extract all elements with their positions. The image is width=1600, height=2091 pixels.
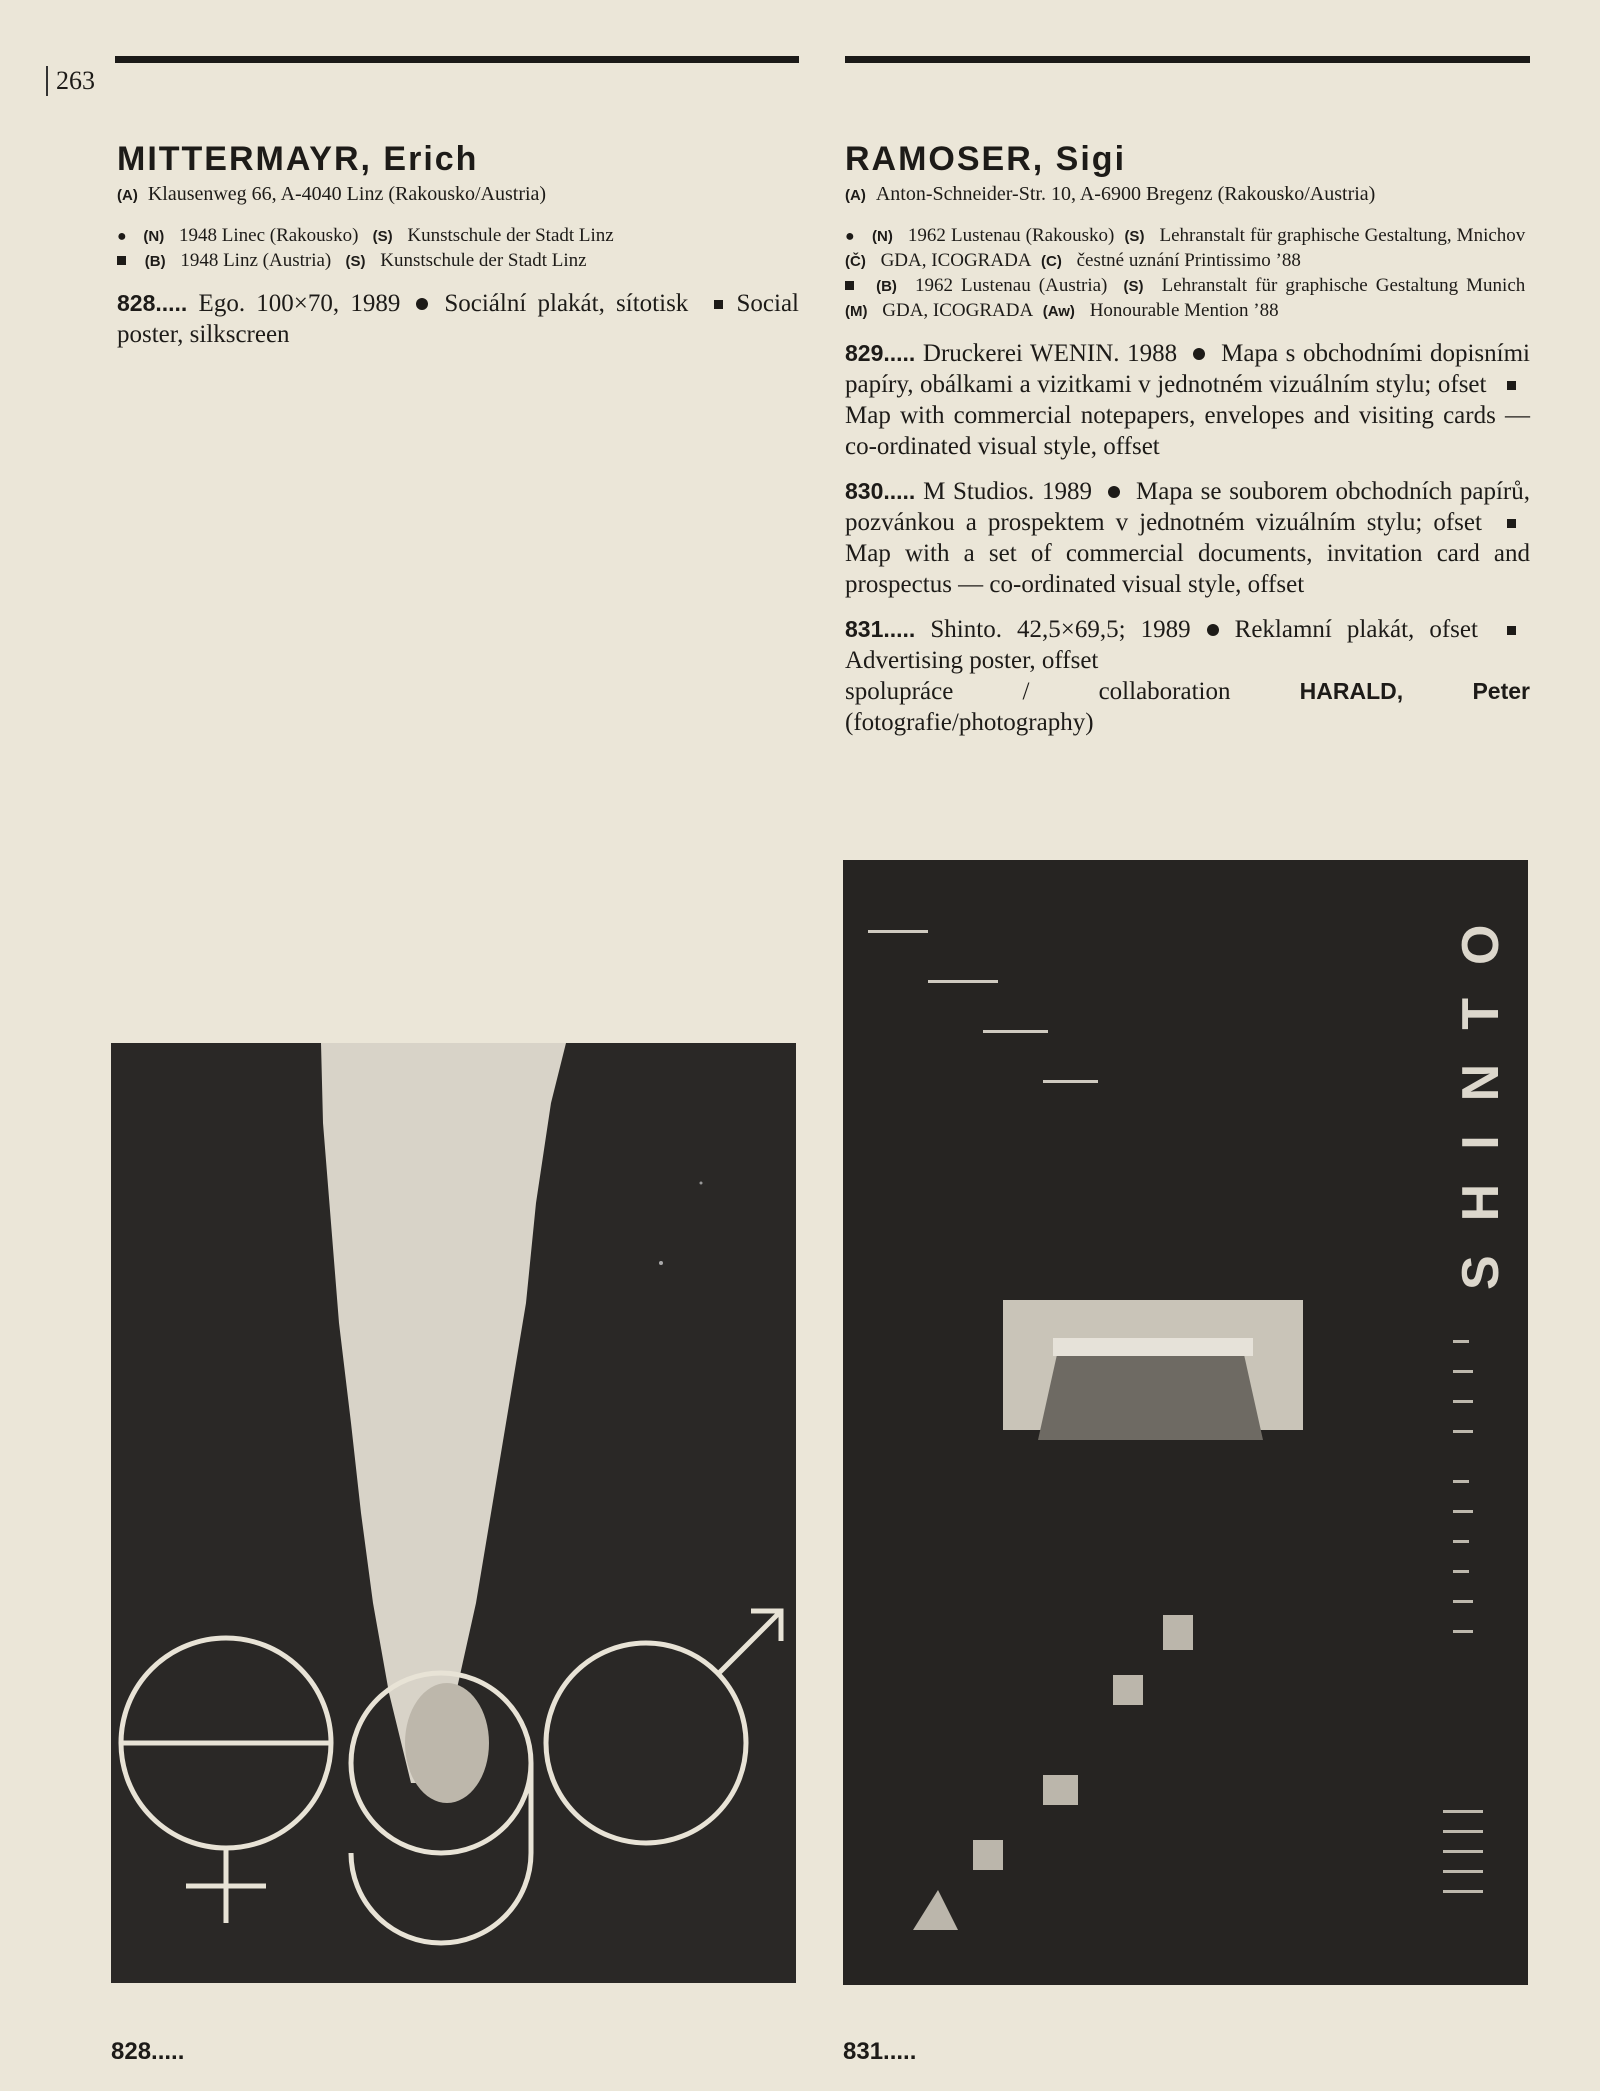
- hero-photo-object: [1038, 1350, 1263, 1440]
- square-icon: [714, 300, 723, 309]
- address-text: Anton-Schneider-Str. 10, A-6900 Bregenz (Rakousko/Austria): [875, 183, 1376, 205]
- tag-s: (S): [372, 228, 393, 245]
- collab-name: HARALD, Peter: [1299, 678, 1530, 704]
- tag-a: (A): [845, 187, 866, 204]
- tag-a: (A): [117, 187, 138, 204]
- tag-s-en: (S): [1123, 278, 1144, 295]
- award-en: Honourable Mention ’88: [1089, 300, 1279, 321]
- tag-s-en: (S): [345, 253, 366, 270]
- entry-title: Druckerei WENIN. 1988: [922, 340, 1178, 367]
- entry-desc-en: Advertising poster, offset: [845, 647, 1099, 674]
- entry-828: [117, 288, 799, 350]
- right-top-rule: [845, 56, 1530, 63]
- born-cz: 1962 Lustenau (Rakousko): [907, 225, 1115, 246]
- ego-poster: [111, 1043, 796, 1983]
- award-cz: čestné uznání Printissimo ’88: [1076, 250, 1301, 271]
- page-number: 263: [46, 66, 95, 96]
- entry-desc-cz: Mapa se souborem obchodních papírů, pozvánkou a prospektem v jednotném vizuálním stylu; ofset: [845, 478, 1530, 536]
- right-column: [845, 140, 1530, 752]
- square-icon: [117, 256, 126, 265]
- entry-title: Ego. 100×70, 1989: [198, 290, 401, 317]
- step-images: [913, 1615, 1193, 1930]
- entry-desc-en: Map with a set of commercial documents, invitation card and prospectus — co-ordinated visual style, offset: [845, 540, 1530, 598]
- entry-desc-en: Social poster, silkscreen: [117, 290, 800, 348]
- left-top-rule: [115, 56, 799, 63]
- born-cz: 1948 Linec (Rakousko): [179, 225, 359, 246]
- collab-suffix: (fotografie/photography): [845, 709, 1094, 736]
- entry-831: [845, 614, 1530, 738]
- caption-831: 831.....: [843, 2038, 917, 2065]
- caption-828: 828.....: [111, 2038, 185, 2065]
- tag-n: (N): [143, 228, 165, 245]
- tag-c2: (C): [1041, 253, 1062, 270]
- artist-address: [845, 183, 1530, 206]
- dot-icon: [1108, 486, 1120, 498]
- tag-s: (S): [1124, 228, 1145, 245]
- member-cz: GDA, ICOGRADA: [880, 250, 1032, 271]
- school-en: Kunstschule der Stadt Linz: [380, 250, 587, 271]
- entry-title: Shinto. 42,5×69,5; 1989: [930, 616, 1191, 643]
- square-icon: [1507, 519, 1516, 528]
- entry-number: 828.....: [117, 290, 188, 316]
- vertical-text-column: [1443, 1340, 1483, 1893]
- left-column: [117, 140, 799, 364]
- star-dot: [659, 1261, 663, 1265]
- tag-b: (B): [144, 253, 166, 270]
- entry-desc-cz: Reklamní plakát, ofset: [1234, 616, 1478, 643]
- dot-icon: [416, 298, 428, 310]
- artist-name: MITTERMAYR, Erich: [117, 140, 479, 178]
- ego-poster-graphic: [111, 1043, 796, 1983]
- face-photo: [405, 1683, 489, 1803]
- dot-icon: [1193, 348, 1205, 360]
- artist-address: [117, 183, 799, 206]
- square-icon: [1507, 626, 1516, 635]
- entry-desc-en: Map with commercial notepapers, envelopes and visiting cards — co-ordinated visual style, offset: [845, 402, 1530, 460]
- square-icon: [1507, 381, 1516, 390]
- born-en: 1948 Linz (Austria): [180, 250, 332, 271]
- shinto-title: SHINTO: [1452, 890, 1510, 1290]
- school-en: Lehranstalt für graphische Gestaltung Munich: [1161, 275, 1526, 296]
- tag-aw: (Aw): [1042, 303, 1075, 320]
- member-en: GDA, ICOGRADA: [882, 300, 1034, 321]
- address-text: Klausenweg 66, A-4040 Linz (Rakousko/Austria): [147, 183, 547, 205]
- school-cz: Kunstschule der Stadt Linz: [407, 225, 614, 246]
- shinto-poster: [843, 860, 1528, 1985]
- star-dot: [700, 1182, 703, 1185]
- bullet-icon: ●: [117, 228, 127, 245]
- dot-icon: [1207, 624, 1219, 636]
- entry-number: 829.....: [845, 340, 916, 366]
- entry-829: [845, 338, 1530, 462]
- bio-czech: [117, 224, 799, 274]
- artist-name: RAMOSER, Sigi: [845, 140, 1127, 178]
- tag-n: (N): [872, 228, 893, 245]
- tag-b: (B): [876, 278, 897, 295]
- entry-number: 831.....: [845, 616, 916, 642]
- small-text-lines: [868, 930, 1098, 1083]
- entry-desc-cz: Mapa s obchodními dopisními papíry, obálkami a vizitkami v jednotném vizuálním stylu; ofset: [845, 340, 1530, 398]
- square-icon: [845, 281, 854, 290]
- collab-prefix: spolupráce / collaboration: [845, 678, 1231, 705]
- shinto-poster-graphic: [843, 860, 1528, 1985]
- tag-m: (M): [845, 303, 868, 320]
- bio-block: [845, 224, 1530, 324]
- bullet-icon: ●: [845, 228, 855, 245]
- school-cz: Lehranstalt für graphische Gestaltung, Mnichov: [1159, 225, 1526, 246]
- tag-c1: (Č): [845, 253, 866, 270]
- entry-number: 830.....: [845, 478, 916, 504]
- letter-o: [546, 1643, 746, 1843]
- born-en: 1962 Lustenau (Austria): [914, 275, 1108, 296]
- entry-title: M Studios. 1989: [923, 478, 1093, 505]
- entry-830: [845, 476, 1530, 600]
- entry-desc-cz: Sociální plakát, sítotisk: [444, 290, 689, 317]
